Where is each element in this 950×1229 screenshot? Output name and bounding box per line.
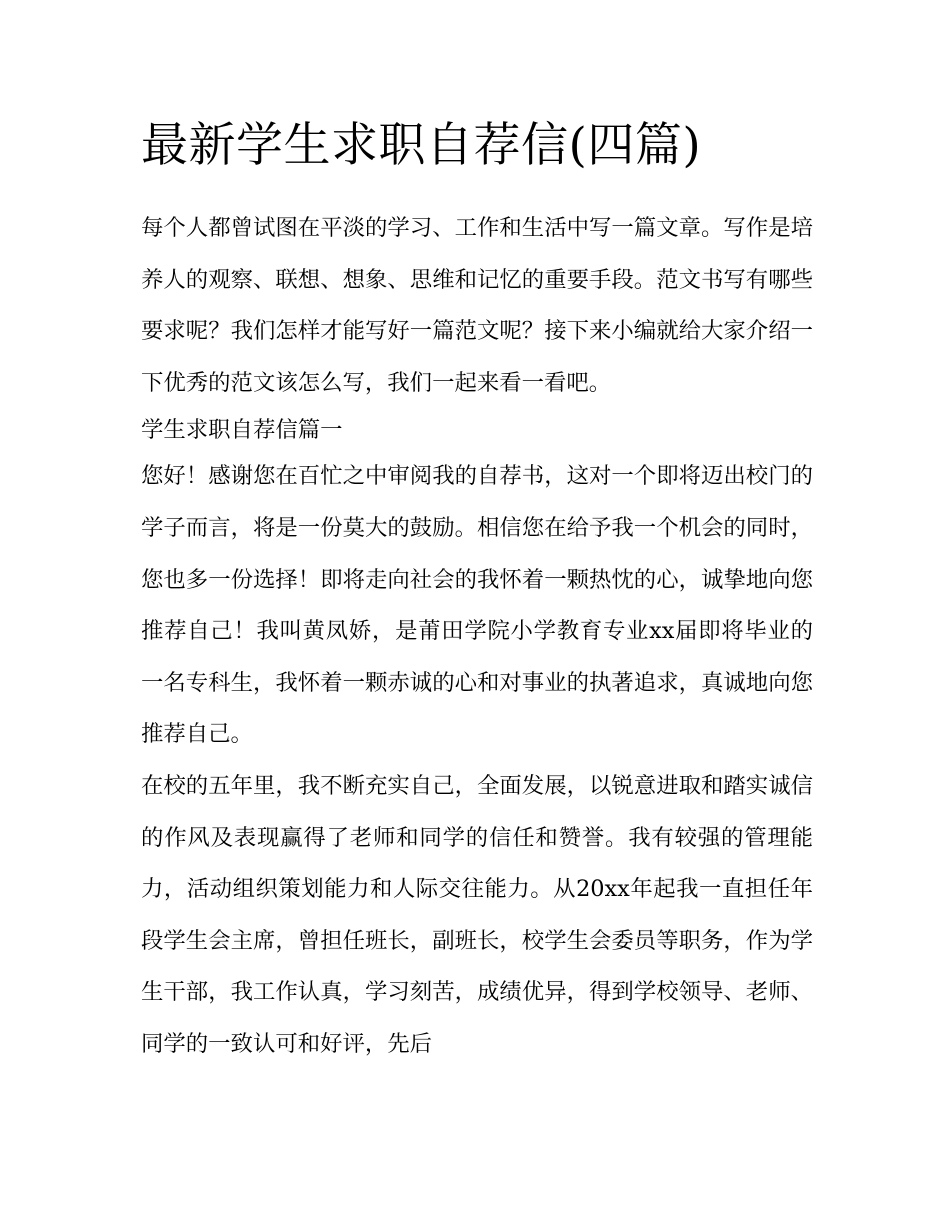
letter-paragraph-2: 在校的五年里，我不断充实自己，全面发展，以锐意进取和踏实诚信的作风及表现赢得了老师和同学的信任和赞誉。我有较强的管理能力，活动组织策划能力和人际交往能力。从20xx年起我一直担任年段学生会主席，曾担任班长，副班长，校学生会委员等职务，作为学生干部，我工作认真，学习刻苦，成绩优异，得到学校领导、老师、同学的一致认可和好评，先后: [141, 772, 813, 1057]
intro-paragraph: 每个人都曾试图在平淡的学习、工作和生活中写一篇文章。写作是培养人的观察、联想、想象、思维和记忆的重要手段。范文书写有哪些要求呢？我们怎样才能写好一篇范文呢？接下来小编就给大家介绍一下优秀的范文该怎么写，我们一起来看一看吧。: [141, 215, 813, 396]
document-body: [141, 112, 813, 1071]
section-heading: 学生求职自荐信篇一: [141, 417, 343, 444]
document-title: 最新学生求职自荐信(四篇): [141, 118, 702, 173]
letter-paragraph-1: 您好！感谢您在百忙之中审阅我的自荐书，这对一个即将迈出校门的学子而言，将是一份莫大的鼓励。相信您在给予我一个机会的同时，您也多一份选择！即将走向社会的我怀着一颗热忱的心，诚挚地向您推荐自己！我叫黄凤娇，是莆田学院小学教育专业xx届即将毕业的一名专科生，我怀着一颗赤诚的心和对事业的执著追求，真诚地向您推荐自己。: [141, 463, 813, 748]
